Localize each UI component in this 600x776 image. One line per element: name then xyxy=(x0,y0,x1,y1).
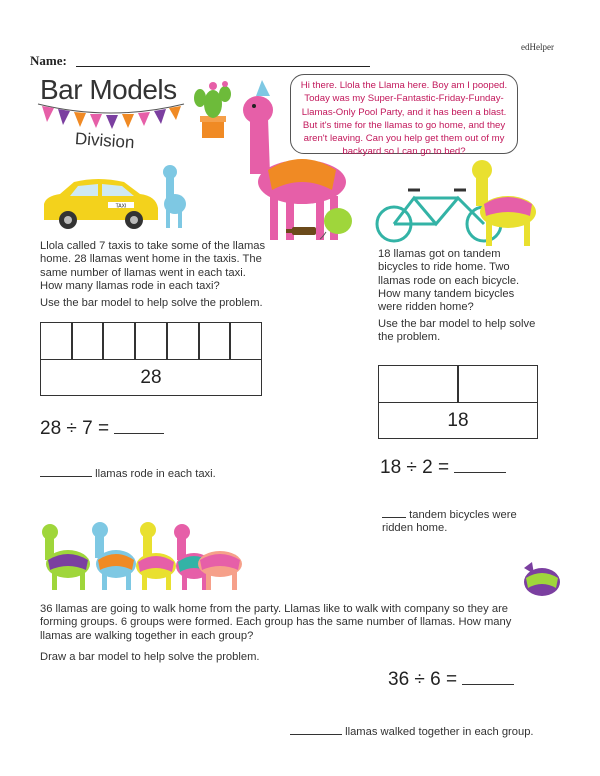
problem1-part-cell[interactable] xyxy=(167,322,199,360)
name-label: Name: xyxy=(30,53,67,68)
purple-llama-illustration xyxy=(520,560,560,600)
problem2-answer-blank[interactable] xyxy=(382,517,406,518)
problem1-part-cell[interactable] xyxy=(72,322,104,360)
problem2-instruction: Use the bar model to help solve the problem. xyxy=(378,318,536,344)
problem3-instruction: Draw a bar model to help solve the problem. xyxy=(40,651,260,663)
problem1-answer-blank[interactable] xyxy=(40,476,92,477)
page-title: Bar Models xyxy=(40,74,177,105)
problem2-equation-text: 18 ÷ 2 = xyxy=(380,457,450,478)
problem2-total: 18 xyxy=(378,402,538,439)
problem2-part-cell[interactable] xyxy=(378,365,458,403)
problem3-answer-blank[interactable] xyxy=(290,734,342,735)
taxi-sign: TAXI xyxy=(115,203,127,210)
problem3-text: 36 llamas are going to walk home from the party. Llamas like to walk with company so they are forming groups. 6 groups were formed. Each group has the same number of llamas. How many llamas are walking together in each group? xyxy=(40,603,512,642)
taxi-illustration xyxy=(38,174,162,234)
problem2-answer-label: tandem bicycles were ridden home. xyxy=(382,509,517,535)
problem1-equation xyxy=(40,418,164,440)
problem3-equation-text: 36 ÷ 6 = xyxy=(388,669,458,690)
problem2-answer xyxy=(382,509,532,536)
problem2-bar-model xyxy=(378,365,538,439)
bottle-illustration xyxy=(286,224,322,238)
problem2-equation-blank[interactable] xyxy=(454,472,506,473)
problem1-parts-row xyxy=(40,322,262,360)
problem1-bar-model xyxy=(40,322,262,396)
problem1-equation-blank[interactable] xyxy=(114,433,164,434)
brand-label: edHelper xyxy=(521,42,554,52)
blue-llama-illustration xyxy=(160,162,188,230)
problem1-part-cell[interactable] xyxy=(135,322,167,360)
balloon-illustration xyxy=(320,206,356,240)
yellow-llama-illustration xyxy=(468,156,538,248)
problem2-part-cell[interactable] xyxy=(458,365,538,403)
problem1-part-cell[interactable] xyxy=(199,322,231,360)
problem2-text: 18 llamas got on tandem bicycles to ride home. Two llamas rode on each bicycle. How many tandem bicycles were ridden home? xyxy=(378,248,520,314)
problem1-equation-text: 28 ÷ 7 = xyxy=(40,418,110,439)
problem1-text: Llola called 7 taxis to take some of the llamas home. 28 llamas went home in the taxis. The same number of llamas went in each taxi. How many llamas rode in each taxi? xyxy=(40,240,266,292)
problem2-parts-row xyxy=(378,365,538,403)
cactus-illustration xyxy=(190,76,234,142)
problem3-answer xyxy=(290,726,534,739)
problem1-part-cell[interactable] xyxy=(230,322,262,360)
problem1-part-cell[interactable] xyxy=(40,322,72,360)
problem1-answer xyxy=(40,468,216,481)
problem3-answer-label: llamas walked together in each group. xyxy=(345,726,534,738)
problem3-equation xyxy=(388,669,514,691)
llama-parade-illustration xyxy=(36,520,246,592)
speech-bubble: Hi there. Llola the Llama here. Boy am I pooped. Today was my Super-Fantastic-Friday-Funday-Llamas-Only Pool Party, and it has been a blast. But it's time for the llamas to go home, and they aren't leaving. Can you help get them out of my backyard so I can go to bed? xyxy=(290,74,518,154)
problem3-equation-blank[interactable] xyxy=(462,684,514,685)
problem1-answer-label: llamas rode in each taxi. xyxy=(95,468,216,480)
problem2-equation xyxy=(380,457,506,479)
problem1-part-cell[interactable] xyxy=(103,322,135,360)
name-line[interactable] xyxy=(76,66,370,67)
problem1-total: 28 xyxy=(40,359,262,396)
bunting-banner xyxy=(36,100,186,130)
problem1-instruction: Use the bar model to help solve the problem. xyxy=(40,297,263,309)
page-subtitle: Division xyxy=(74,129,136,153)
